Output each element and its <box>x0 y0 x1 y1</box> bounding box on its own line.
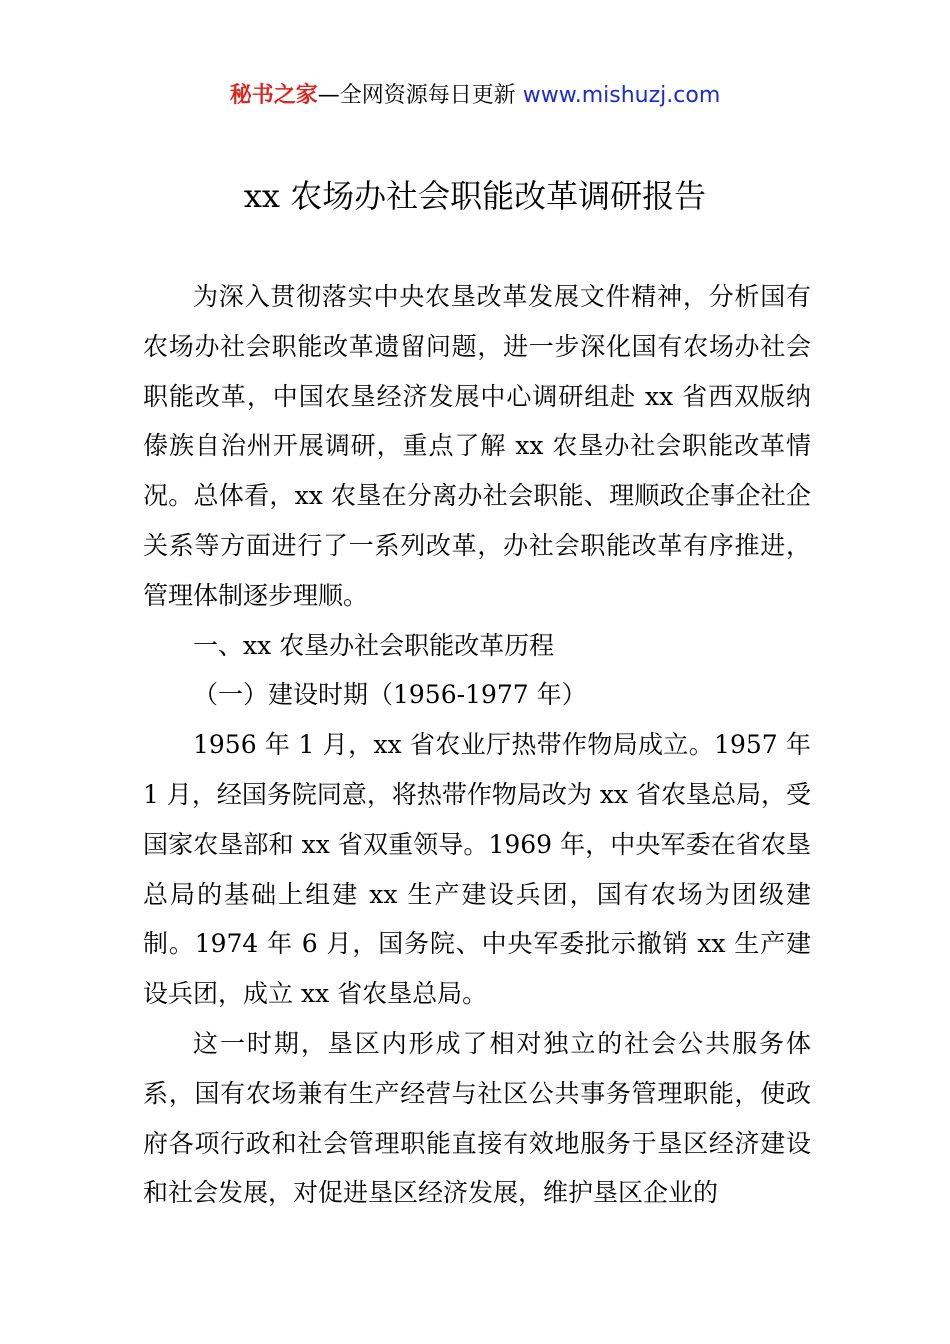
subsection-heading: （一）建设时期（1956-1977 年） <box>193 680 587 710</box>
site-slogan: —全网资源每日更新 <box>317 83 516 108</box>
document-body <box>143 272 811 1218</box>
site-brand: 秘书之家 <box>229 83 318 108</box>
document-title: xx 农场办社会职能改革调研报告 <box>243 177 707 215</box>
history-paragraph: 1956 年 1 月，xx 省农业厅热带作物局成立。1957 年 1 月，经国务院同意，将热带作物局改为 xx 省农垦总局，受国家农垦部和 xx 省双重领导。1969 年，中央军委在省农垦总局的基础上组建 xx 生产建设兵团，国有农场为团级建制。1974 年 6 月，国务院、中央军委批示撤销 xx 生产建设兵团，成立 xx 省农垦总局。 <box>143 730 811 1009</box>
intro-paragraph: 为深入贯彻落实中央农垦改革发展文件精神，分析国有农场办社会职能改革遗留问题，进一步深化国有农场办社会职能改革，中国农垦经济发展中心调研组赴 xx 省西双版纳傣族自治州开展调研，重点了解 xx 农垦办社会职能改革情况。总体看，xx 农垦在分离办社会职能、理顺政企事企社企关系等方面进行了一系列改革，办社会职能改革有序推进，管理体制逐步理顺。 <box>143 282 811 610</box>
period-summary-paragraph: 这一时期，垦区内形成了相对独立的社会公共服务体系，国有农场兼有生产经营与社区公共事务管理职能，使政府各项行政和社会管理职能直接有效地服务于垦区经济建设和社会发展，对促进垦区经济发展，维护垦区企业的 <box>143 1028 811 1208</box>
section-heading: 一、xx 农垦办社会职能改革历程 <box>193 630 555 660</box>
site-url-link[interactable]: www.mishuzj.com <box>522 83 721 108</box>
site-header <box>0 80 950 112</box>
